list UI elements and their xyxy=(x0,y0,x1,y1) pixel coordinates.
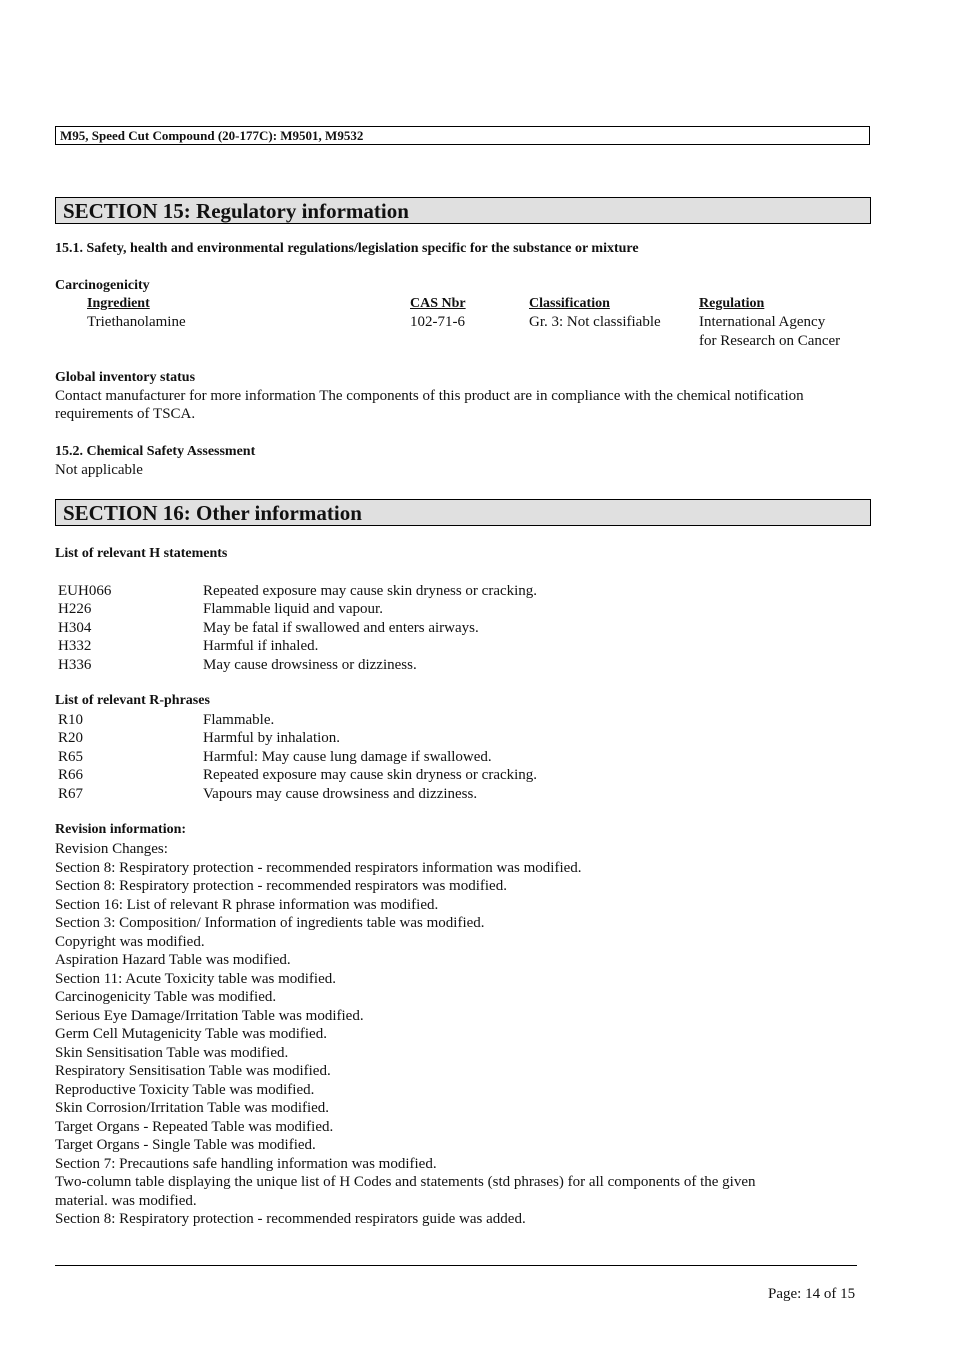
h-statements-label: List of relevant H statements xyxy=(55,546,228,561)
col-header-regulation: Regulation xyxy=(699,296,765,311)
revision-line: Section 3: Composition/ Information of ingredients table was modified. xyxy=(55,915,485,931)
revision-line: Section 7: Precautions safe handling information was modified. xyxy=(55,1155,437,1172)
h-code: H226 xyxy=(58,601,92,617)
h-text: May be fatal if swallowed and enters airways. xyxy=(203,620,479,636)
h-code: H332 xyxy=(58,638,92,654)
subsection-15-1-heading: 15.1. Safety, health and environmental regulations/legislation specific for the substance or mixture xyxy=(55,241,639,256)
h-text: May cause drowsiness or dizziness. xyxy=(203,657,417,673)
revision-line: Two-column table displaying the unique list of H Codes and statements (std phrases) for all components of the given xyxy=(55,1174,756,1190)
subsection-15-2-heading: 15.2. Chemical Safety Assessment xyxy=(55,444,256,459)
col-header-ingredient: Ingredient xyxy=(87,296,150,311)
global-inventory-label: Global inventory status xyxy=(55,370,196,385)
revision-line: Section 8: Respiratory protection - recommended respirators information was modified. xyxy=(55,859,582,876)
r-phrases-label: List of relevant R-phrases xyxy=(55,693,210,708)
section-15-title: SECTION 15: Regulatory information xyxy=(55,197,871,224)
revision-line: Section 8: Respiratory protection - recommended respirators was modified. xyxy=(55,878,507,894)
revision-line: Respiratory Sensitisation Table was modified. xyxy=(55,1063,331,1079)
r-text: Harmful: May cause lung damage if swallowed. xyxy=(203,749,492,765)
revision-line: Carcinogenicity Table was modified. xyxy=(55,989,277,1005)
h-text: Flammable liquid and vapour. xyxy=(203,601,383,617)
h-text: Harmful if inhaled. xyxy=(203,638,319,654)
cell-classification: Gr. 3: Not classifiable xyxy=(529,314,661,330)
cell-ingredient: Triethanolamine xyxy=(87,314,186,330)
global-inventory-line1: Contact manufacturer for more information The components of this product are in compliance with the chemical notification xyxy=(55,388,804,404)
section-16-title: SECTION 16: Other information xyxy=(55,499,871,526)
r-text: Repeated exposure may cause skin dryness or cracking. xyxy=(203,767,538,783)
r-code: R65 xyxy=(58,749,84,765)
col-header-cas: CAS Nbr xyxy=(410,296,466,311)
r-code: R66 xyxy=(58,767,84,783)
revision-line: Target Organs - Single Table was modified. xyxy=(55,1137,316,1153)
carcinogenicity-label: Carcinogenicity xyxy=(55,278,150,293)
h-code: H304 xyxy=(58,620,92,636)
cell-regulation-line1: International Agency xyxy=(699,314,826,330)
revision-line: material. was modified. xyxy=(55,1192,197,1209)
revision-line: Copyright was modified. xyxy=(55,933,205,950)
revision-lines xyxy=(55,840,755,1229)
r-code: R20 xyxy=(58,730,84,746)
revision-line: Serious Eye Damage/Irritation Table was modified. xyxy=(55,1007,364,1024)
revision-label: Revision information: xyxy=(55,822,187,837)
h-code: EUH066 xyxy=(58,583,112,599)
r-code: R10 xyxy=(58,712,84,728)
cell-cas: 102-71-6 xyxy=(410,314,465,330)
r-text: Flammable. xyxy=(203,712,275,728)
revision-line: Section 16: List of relevant R phrase information was modified. xyxy=(55,896,439,913)
revision-line: Section 8: Respiratory protection - recommended respirators guide was added. xyxy=(55,1211,526,1227)
h-code: H336 xyxy=(58,657,92,673)
revision-line: Skin Corrosion/Irritation Table was modified. xyxy=(55,1100,330,1116)
revision-line: Revision Changes: xyxy=(55,841,168,857)
revision-line: Aspiration Hazard Table was modified. xyxy=(55,952,291,968)
product-header: M95, Speed Cut Compound (20-177C): M9501, M9532 xyxy=(55,126,870,145)
h-text: Repeated exposure may cause skin dryness or cracking. xyxy=(203,583,538,599)
col-header-classification: Classification xyxy=(529,296,610,311)
cell-regulation-line2: for Research on Cancer xyxy=(699,333,841,349)
revision-line: Germ Cell Mutagenicity Table was modified. xyxy=(55,1026,327,1042)
subsection-15-2-text: Not applicable xyxy=(55,462,143,478)
r-text: Harmful by inhalation. xyxy=(203,730,341,746)
r-code: R67 xyxy=(58,786,84,802)
revision-line: Skin Sensitisation Table was modified. xyxy=(55,1044,289,1061)
footer-divider xyxy=(55,1265,857,1266)
global-inventory-line2: requirements of TSCA. xyxy=(55,406,196,422)
revision-line: Section 11: Acute Toxicity table was modified. xyxy=(55,970,336,987)
r-text: Vapours may cause drowsiness and dizziness. xyxy=(203,786,478,802)
revision-line: Target Organs - Repeated Table was modified. xyxy=(55,1118,334,1135)
revision-line: Reproductive Toxicity Table was modified. xyxy=(55,1081,315,1098)
page-number: Page: 14 of 15 xyxy=(768,1286,856,1302)
